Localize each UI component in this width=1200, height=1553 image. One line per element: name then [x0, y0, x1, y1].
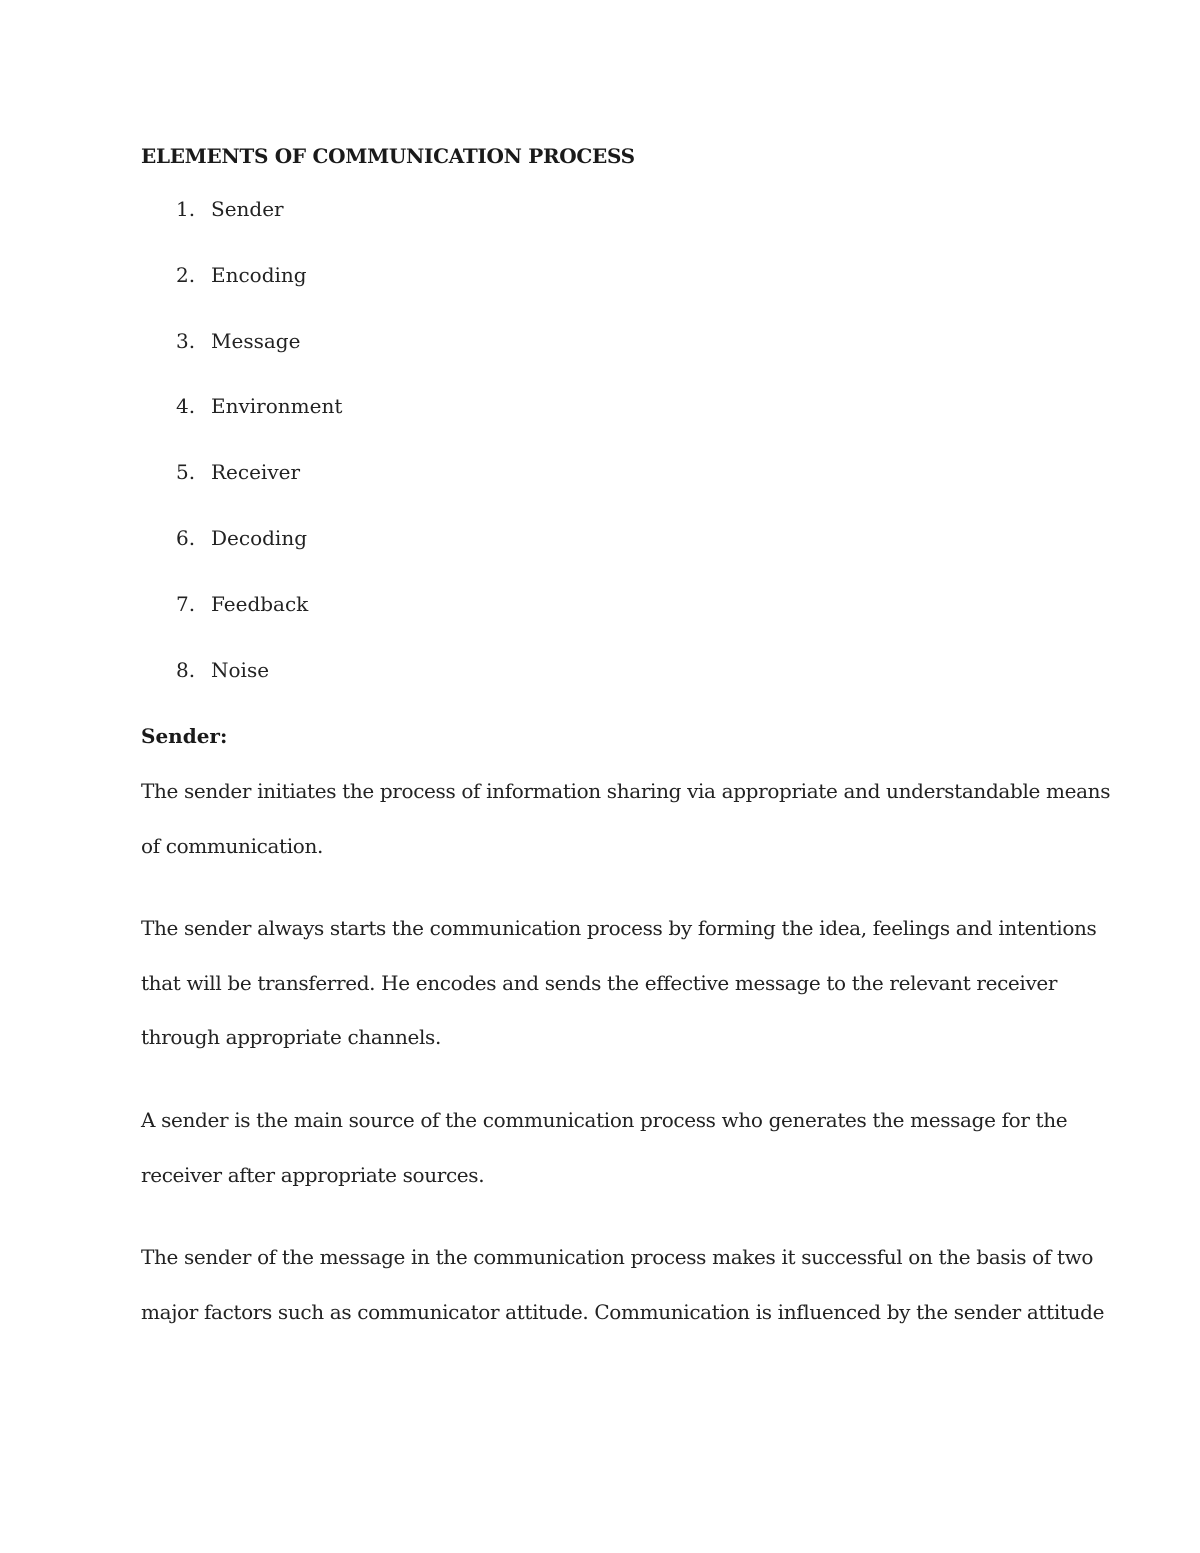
- section-heading: Sender:: [141, 724, 228, 748]
- list-item-number: 1.: [176, 197, 196, 221]
- paragraph-line: major factors such as communicator attitude. Communication is influenced by the sender attitude: [141, 1299, 1105, 1324]
- document-title: ELEMENTS OF COMMUNICATION PROCESS: [141, 144, 635, 168]
- list-item-label: Encoding: [211, 262, 307, 287]
- paragraph: [141, 901, 1097, 1065]
- list-item-number: 2.: [176, 262, 196, 287]
- list-item-label: Message: [211, 328, 301, 353]
- list-item-label: Environment: [211, 394, 343, 419]
- list-item-number: 3.: [176, 328, 196, 353]
- paragraph-line: The sender always starts the communication process by forming the idea, feelings and intentions: [141, 916, 1097, 940]
- paragraph: [141, 764, 1111, 873]
- list-item-label: Decoding: [211, 525, 307, 550]
- paragraph-line: The sender of the message in the communication process makes it successful on the basis of two: [141, 1245, 1094, 1269]
- list-item-label: Noise: [211, 657, 270, 682]
- list-item-number: 6.: [176, 525, 196, 550]
- paragraph-line: of communication.: [141, 833, 324, 858]
- paragraph: [141, 1093, 1071, 1202]
- list-item-number: 7.: [176, 591, 196, 616]
- list-item-number: 4.: [176, 394, 196, 419]
- list-item-label: Feedback: [211, 591, 309, 616]
- list-item-number: 8.: [176, 657, 196, 682]
- paragraph-line: receiver after appropriate sources.: [141, 1162, 485, 1187]
- paragraph-line: through appropriate channels.: [141, 1025, 441, 1049]
- list-item-number: 5.: [176, 460, 196, 485]
- paragraph-line: that will be transferred. He encodes and sends the effective message to the relevant receiver: [141, 970, 1058, 995]
- paragraph-line: A sender is the main source of the communication process who generates the message for the: [141, 1108, 1068, 1132]
- paragraph-line: The sender initiates the process of information sharing via appropriate and understandable means: [141, 779, 1111, 803]
- paragraph: [141, 1230, 1105, 1339]
- list-item-label: Receiver: [211, 460, 301, 485]
- list-item-label: Sender: [211, 197, 284, 221]
